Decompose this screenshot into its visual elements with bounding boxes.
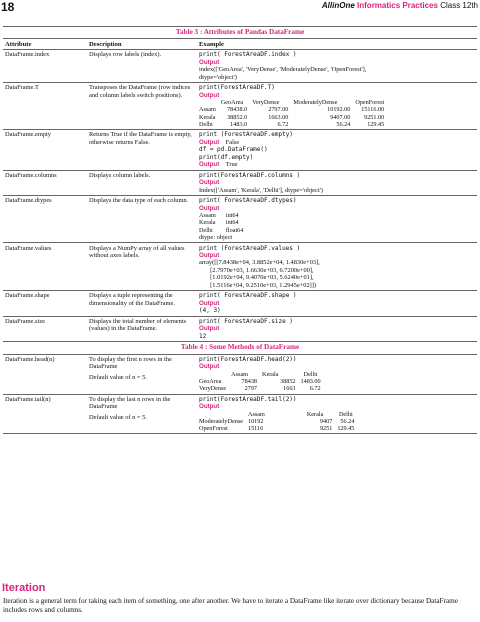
output-header-cell: [199, 99, 221, 106]
output-table-row: [199, 227, 248, 234]
attribute-name: DataFrame.T: [3, 83, 87, 130]
method-default-note: Default value of n = 5.: [89, 373, 147, 381]
subject-title: Informatics Practices: [357, 1, 438, 10]
example-cell: [197, 354, 477, 394]
attribute-description: Displays a NumPy array of all values without axes labels.: [87, 243, 197, 291]
code-line: print (ForestAreaDF.values ): [199, 244, 301, 252]
table-row: [3, 243, 477, 291]
attribute-description: Displays row labels (index).: [87, 50, 197, 83]
method-default-note: Default value of n = 5.: [89, 413, 147, 421]
attribute-name: DataFrame.size: [3, 316, 87, 342]
output-table-row: [199, 106, 389, 113]
output-header-cell: GeoArea: [220, 99, 244, 107]
output-header-cell: Delhi: [338, 410, 353, 418]
attribute-description: Returns True if the DataFrame is empty, otherwise returns False.: [87, 130, 197, 170]
output-table-row: [199, 219, 248, 226]
table3-title: Table 3 : Attributes of Pandas DataFrame: [3, 27, 477, 39]
output-cell: 1663: [283, 385, 296, 393]
output-line: [199, 161, 475, 168]
table3-header-row: [3, 39, 477, 50]
attribute-name: DataFrame.index: [3, 50, 87, 83]
output-header-cell: [199, 411, 248, 418]
example-cell: [197, 196, 477, 243]
output-cell: ModeratelyDense: [199, 417, 243, 425]
table-row: [3, 316, 477, 342]
code-line: df = pd.DataFrame() print(df.empty): [199, 146, 268, 161]
output-cell: OpenForest: [199, 425, 228, 432]
example-cell: [197, 316, 477, 342]
output-label: Output: [199, 91, 220, 99]
output-text: index(['GeoArea', 'VeryDense', 'ModeratelyDense', 'OpenForest'], dtype='object'): [199, 66, 367, 81]
method-name: DataFrame.tail(n): [3, 394, 87, 434]
example-cell: [197, 291, 477, 317]
example-cell: [197, 394, 477, 434]
iteration-heading: Iteration: [2, 582, 46, 594]
output-cell: 15116: [247, 425, 264, 432]
output-cell: Delhi: [199, 120, 213, 128]
output-text: dtype: object: [199, 233, 233, 241]
output-text: False: [225, 138, 240, 146]
column-header-example: Example: [197, 39, 477, 50]
output-label: Output: [199, 251, 220, 259]
class-label: Class 12th: [440, 1, 478, 10]
output-table-header: [199, 99, 389, 106]
output-table: [199, 99, 389, 128]
output-header-cell: Kerala: [262, 370, 279, 378]
example-cell: [197, 130, 477, 170]
attribute-name: DataFrame.columns: [3, 170, 87, 196]
attribute-name: DataFrame.empty: [3, 130, 87, 170]
attribute-name: DataFrame.shape: [3, 291, 87, 317]
table4-title-row: [3, 342, 477, 354]
output-label: Output: [199, 363, 220, 371]
attribute-name: DataFrame.values: [3, 243, 87, 291]
output-table: [199, 411, 359, 433]
method-description-line: To display the first n rows in the DataFrame: [89, 355, 172, 371]
table3-title-row: [3, 27, 477, 39]
output-cell: 15116.00: [361, 106, 385, 114]
output-cell: GeoArea: [199, 378, 222, 385]
table4-title: Table 4 : Some Methods of DataFrame: [3, 342, 477, 354]
output-cell: 1483.0: [230, 120, 248, 128]
output-header-cell: Assam: [247, 410, 265, 418]
output-text: True: [225, 161, 238, 168]
output-label: Output: [199, 204, 220, 212]
output-header-cell: VeryDense: [252, 99, 280, 107]
method-description: [87, 394, 197, 434]
output-cell: 10192: [247, 417, 264, 425]
code-line: print( ForestAreaDF.index ): [199, 51, 297, 59]
output-cell: 78438: [241, 378, 257, 385]
table-row: [3, 394, 477, 434]
output-cell: int64: [225, 219, 239, 227]
code-line: print( ForestAreaDF.shape ): [199, 292, 297, 300]
output-text: 12: [199, 332, 207, 340]
output-text: array([[7.8438e+04, 3.8852e+04, 1.4830e+03], [2.7970e+03, 1.6630e+03, 6.7200e+00], [1.0192e+04, 9.4070e+03, 5.6240e+01], [1.5116e+04, 9.2510e+03, 1.2945e+02]]): [199, 259, 320, 289]
brand-logo: AllinOne: [321, 1, 355, 10]
code-line: print (ForestAreaDF.empty): [199, 131, 293, 139]
output-cell: 6.72: [309, 385, 321, 393]
output-label: Output: [199, 58, 220, 66]
output-table-header: [199, 371, 326, 378]
table-row: [3, 291, 477, 317]
output-cell: 9407.00: [330, 113, 351, 121]
output-cell: int64: [225, 212, 239, 220]
output-cell: 56.24: [336, 120, 351, 128]
code-line: print(ForestAreaDF.columns ): [199, 171, 301, 179]
attribute-description: Displays a tuple representing the dimensionality of the DataFrame.: [87, 291, 197, 317]
attribute-name: DataFrame.dtypes: [3, 196, 87, 243]
output-cell: Delhi: [199, 226, 213, 234]
output-cell: 129.45: [337, 425, 355, 432]
output-table-row: [199, 385, 326, 392]
attribute-description: Transposes the DataFrame (row indices and column labels switch positions).: [87, 83, 197, 130]
output-cell: 2797.00: [268, 106, 289, 114]
output-table-header: [199, 411, 359, 418]
attributes-methods-table: [3, 26, 477, 434]
code-line: print(ForestAreaDF.tail(2)): [199, 395, 297, 403]
output-cell: 129.45: [367, 120, 385, 128]
column-header-attribute: Attribute: [3, 39, 87, 50]
table-row: [3, 130, 477, 170]
output-label: Output: [199, 403, 220, 411]
output-header-cell: OpenForest: [355, 99, 385, 107]
output-table-row: [199, 121, 389, 128]
method-name: DataFrame.head(n): [3, 354, 87, 394]
output-cell: 9251.00: [364, 113, 385, 121]
output-label: Output: [199, 325, 220, 333]
attribute-description: Displays the data type of each column.: [87, 196, 197, 243]
code-line: print(ForestAreaDF.head(2)): [199, 355, 297, 363]
output-cell: 6.72: [277, 120, 289, 128]
example-cell: [197, 243, 477, 291]
output-cell: 1483.00: [300, 378, 321, 385]
output-line: [199, 139, 475, 146]
table-row: [3, 170, 477, 196]
output-header-cell: [199, 371, 231, 378]
output-cell: 9251: [319, 425, 333, 432]
output-table-row: [199, 425, 359, 432]
example-cell: [197, 50, 477, 83]
output-header-cell: Assam: [231, 370, 248, 378]
output-cell: 9407: [319, 417, 333, 425]
method-description-line: To display the last n rows in the DataFrame: [89, 395, 171, 411]
table-row: [3, 83, 477, 130]
example-cell: [197, 170, 477, 196]
output-table-row: [199, 418, 359, 425]
table-row: [3, 196, 477, 243]
output-cell: 78438.0: [227, 106, 248, 114]
output-table-row: [199, 114, 389, 121]
table-row: [3, 354, 477, 394]
page-header: [0, 0, 480, 14]
output-cell: float64: [225, 226, 244, 234]
output-label: Output: [199, 138, 220, 146]
output-label: Output: [199, 161, 220, 168]
output-cell: 56.24: [340, 417, 355, 425]
code-line: print( ForestAreaDF.dtypes): [199, 197, 297, 205]
output-table-row: [199, 212, 248, 219]
output-cell: Assam: [199, 212, 216, 220]
output-text: Index(['Assam', 'Kerala', 'Delhi'], dtype='object'): [199, 186, 323, 194]
output-cell: 2797: [244, 385, 257, 393]
column-header-description: Description: [87, 39, 197, 50]
page-number: 18: [1, 0, 15, 14]
output-text: (4, 3): [199, 307, 221, 315]
output-table-row: [199, 378, 326, 385]
output-cell: Kerala: [199, 219, 216, 227]
attribute-description: Displays column labels.: [87, 170, 197, 196]
code-line: print(ForestAreaDF.T): [199, 84, 275, 92]
output-label: Output: [199, 299, 220, 307]
output-table: [199, 371, 326, 393]
method-description: [87, 354, 197, 394]
output-header-cell: Kerala: [306, 410, 324, 418]
table-row: [3, 50, 477, 83]
code-line: print( ForestAreaDF.size ): [199, 317, 293, 325]
output-label: Output: [199, 179, 220, 187]
output-cell: 1663.00: [268, 113, 289, 121]
output-cell: 38852: [280, 378, 296, 385]
output-cell: 38852.0: [227, 113, 248, 121]
output-header-cell: Delhi: [303, 370, 318, 378]
attribute-description: Displays the total number of elements (values) in the DataFrame.: [87, 316, 197, 342]
output-cell: 10192.00: [327, 106, 351, 114]
iteration-paragraph: Iteration is a general term for taking each item of something, one after another. We have to iterate a DataFrame like iterate over dictionary because DataFrame includes rows and columns.: [3, 597, 458, 614]
output-cell: Assam: [199, 106, 216, 114]
example-cell: [197, 83, 477, 130]
output-cell: VeryDense: [199, 385, 227, 393]
output-table: [199, 212, 248, 234]
output-cell: Kerala: [199, 113, 216, 121]
running-header: [322, 1, 478, 10]
output-header-cell: ModeratelyDense: [293, 99, 338, 107]
